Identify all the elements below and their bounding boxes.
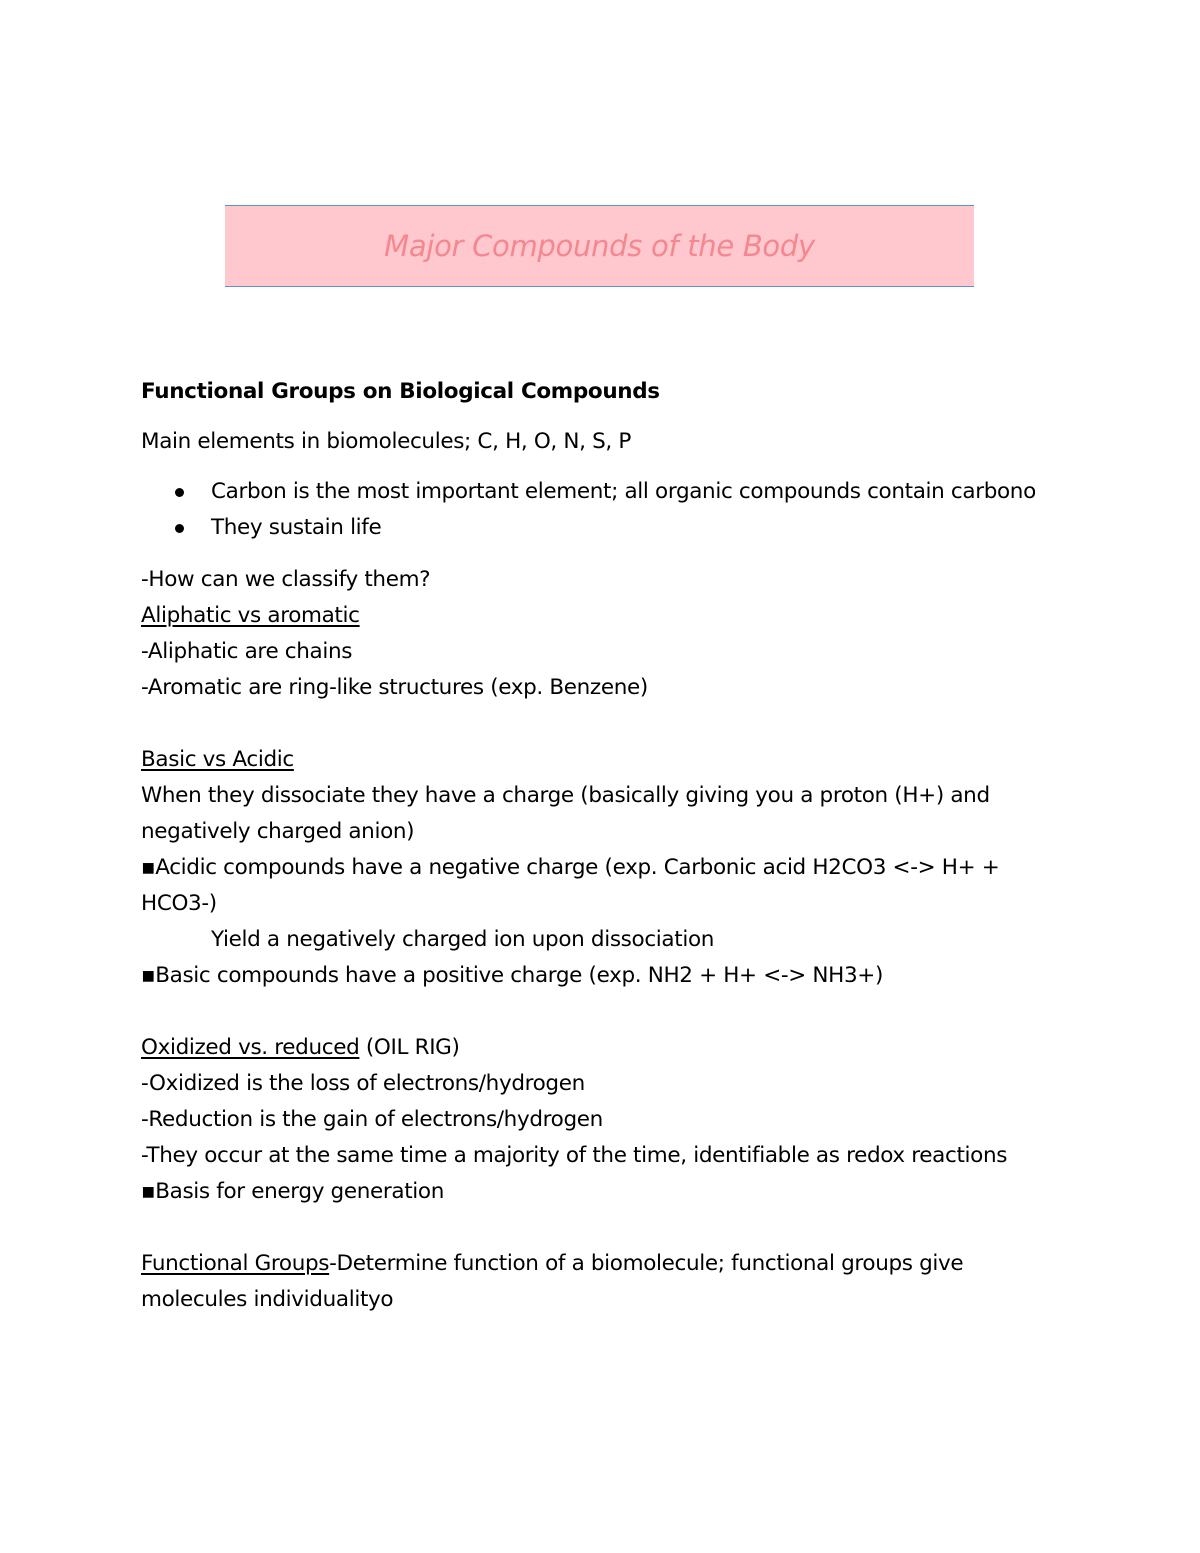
acidic-note: Yield a negatively charged ion upon dissociation — [211, 927, 715, 952]
functional-groups-heading: Functional Groups — [141, 1251, 330, 1276]
redox-heading-line — [141, 1030, 1041, 1066]
bullet-text: They sustain life — [211, 515, 382, 540]
redox-line: ▪Basis for energy generation — [141, 1179, 444, 1204]
functional-groups-paragraph — [141, 1246, 1041, 1318]
redox-line: -They occur at the same time a majority of the time, identifiable as redox reactions — [141, 1143, 1008, 1168]
functional-groups-text: -Determine function of a biomolecule; functional groups give molecules individualityo — [141, 1251, 964, 1312]
basic-acidic-desc: When they dissociate they have a charge (basically giving you a proton (H+) and negatively charged anion) — [141, 783, 990, 844]
bullet-text: Carbon is the most important element; all organic compounds contain carbono — [211, 479, 1036, 504]
redox-line: -Oxidized is the loss of electrons/hydrogen — [141, 1071, 585, 1096]
aliphatic-line: -Aliphatic are chains — [141, 639, 353, 664]
redox-line: -Reduction is the gain of electrons/hydrogen — [141, 1107, 603, 1132]
classify-question: -How can we classify them? — [141, 567, 431, 592]
bullet-item — [141, 510, 1041, 546]
bullet-item — [141, 474, 1041, 510]
title-banner — [225, 205, 974, 287]
bullet-list — [141, 474, 1041, 546]
spacer — [141, 706, 1041, 742]
spacer — [141, 994, 1041, 1030]
aromatic-line: -Aromatic are ring-like structures (exp. Benzene) — [141, 675, 648, 700]
main-elements-text: Main elements in biomolecules; C, H, O, N, S, P — [141, 429, 631, 454]
basic-acidic-heading: Basic vs Acidic — [141, 747, 294, 772]
redox-heading-suffix: (OIL RIG) — [359, 1035, 460, 1060]
redox-heading: Oxidized vs. reduced — [141, 1035, 360, 1060]
aliphatic-heading: Aliphatic vs aromatic — [141, 603, 360, 628]
section-heading: Functional Groups on Biological Compounds — [141, 379, 660, 404]
document-body — [141, 374, 1041, 1318]
spacer — [141, 1210, 1041, 1246]
acidic-compounds-text: ▪Acidic compounds have a negative charge (exp. Carbonic acid H2CO3 <-> H+ + HCO3-) — [141, 855, 1000, 916]
document-title: Major Compounds of the Body — [384, 229, 815, 263]
bullet-dot-icon — [175, 524, 184, 533]
basic-compounds-text: ▪Basic compounds have a positive charge (exp. NH2 + H+ <-> NH3+) — [141, 963, 883, 988]
bullet-dot-icon — [175, 488, 184, 497]
